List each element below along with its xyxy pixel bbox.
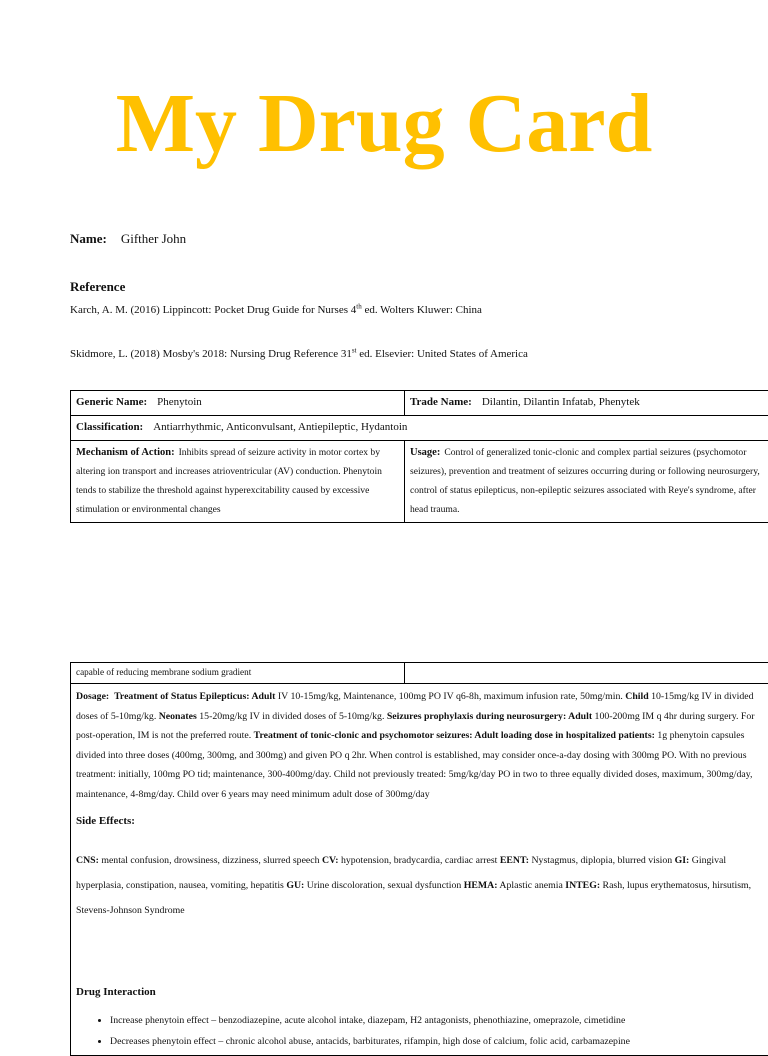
generic-name-cell — [71, 391, 405, 416]
generic-name-value: Phenytoin — [157, 396, 202, 408]
name-label: Name: — [70, 231, 107, 246]
generic-name-label: Generic Name: — [76, 396, 147, 408]
mechanism-continued-cell: capable of reducing membrane sodium gradient — [71, 663, 405, 684]
classification-value: Antiarrhythmic, Anticonvulsant, Antiepileptic, Hydantoin — [153, 421, 407, 433]
mechanism-value: Inhibits spread of seizure activity in motor cortex by altering ion transport and increases atrioventricular (AV) conduction. Phenytoin tends to stabilize the threshold against hyperexcitability caused by excessive stimulation or environmental changes — [76, 447, 382, 515]
drug-card-table-continued — [70, 662, 768, 1056]
page-title: My Drug Card — [0, 76, 768, 172]
trade-name-value: Dilantin, Dilantin Infatab, Phenytek — [482, 396, 640, 408]
drug-interaction-heading: Drug Interaction — [76, 983, 768, 1003]
trade-name-label: Trade Name: — [410, 396, 472, 408]
usage-value: Control of generalized tonic-clonic and complex partial seizures (psychomotor seizures), prevention and treatment of seizures occurring during or following neurosurgery, control of status epilepticus, non-epileptic seizures associated with Reye's syndrome, after head trauma. — [410, 447, 760, 515]
trade-name-cell — [405, 391, 768, 416]
classification-cell — [71, 416, 768, 441]
empty-cell — [405, 663, 768, 684]
usage-label: Usage: — [410, 447, 440, 458]
reference-1: Karch, A. M. (2016) Lippincott: Pocket Drug Guide for Nurses 4th ed. Wolters Kluwer: China — [70, 304, 482, 316]
mechanism-label: Mechanism of Action: — [76, 447, 175, 458]
reference-heading: Reference — [70, 279, 125, 295]
dosage-text: Dosage: Treatment of Status Epilepticus: Adult IV 10-15mg/kg, Maintenance, 100mg PO IV q6-8h, maximum infusion rate, 50mg/min. Child 10-15mg/kg IV in divided doses of 5-10mg/kg. Neonates 15-20mg/kg IV in divided doses of 5-10mg/kg. Seizures prophylaxis during neurosurgery: Adult 100-200mg IM q 4hr during surgery. For post-operation, IM is not the preferred route. Treatment of tonic-clonic and psychomotor seizures: Adult loading dose in hospitalized patients: 1g phenytoin capsules divided into three doses (400mg, 300mg, and 300mg) and given PO q 2hr. When control is established, may consider once-a-day dosing with 300mg PO. With no previous treatment: initially, 100mg PO tid; maintenance, 300-400mg/day. Child not previously treated: 5mg/kg/day PO in two to three equally divided doses, maximum, 300mg/day, maintenance, 4-8mg/day. Child over 6 years may need minimum adult dose of 300mg/day — [76, 687, 768, 804]
student-name — [70, 231, 186, 247]
name-value: Gifther John — [121, 231, 186, 246]
mechanism-cell — [71, 441, 405, 523]
drug-card-table — [70, 390, 768, 523]
side-effects-text: CNS: mental confusion, drowsiness, dizziness, slurred speech CV: hypotension, bradycardia, cardiac arrest EENT: Nystagmus, diplopia, blurred vision GI: Gingival hyperplasia, constipation, nausea, vomiting, hepatitis GU: Urine discoloration, sexual dysfunction HEMA: Aplastic anemia INTEG: Rash, lupus erythematosus, hirsutism, Stevens-Johnson Syndrome — [76, 848, 768, 923]
usage-cell — [405, 441, 768, 523]
dosage-cell — [71, 684, 768, 1056]
side-effects-heading: Side Effects: — [76, 812, 768, 832]
classification-label: Classification: — [76, 421, 143, 433]
drug-interaction-list — [76, 1010, 768, 1052]
reference-2: Skidmore, L. (2018) Mosby's 2018: Nursing Drug Reference 31st ed. Elsevier: United States of America — [70, 348, 528, 360]
list-item: • Decreases phenytoin effect – chronic alcohol abuse, antacids, barbiturates, rifampin, high dose of calcium, folic acid, carbamazepine — [110, 1031, 768, 1052]
list-item: • Increase phenytoin effect – benzodiazepine, acute alcohol intake, diazepam, H2 antagonists, phenothiazine, omeprazole, cimetidine — [110, 1010, 768, 1031]
